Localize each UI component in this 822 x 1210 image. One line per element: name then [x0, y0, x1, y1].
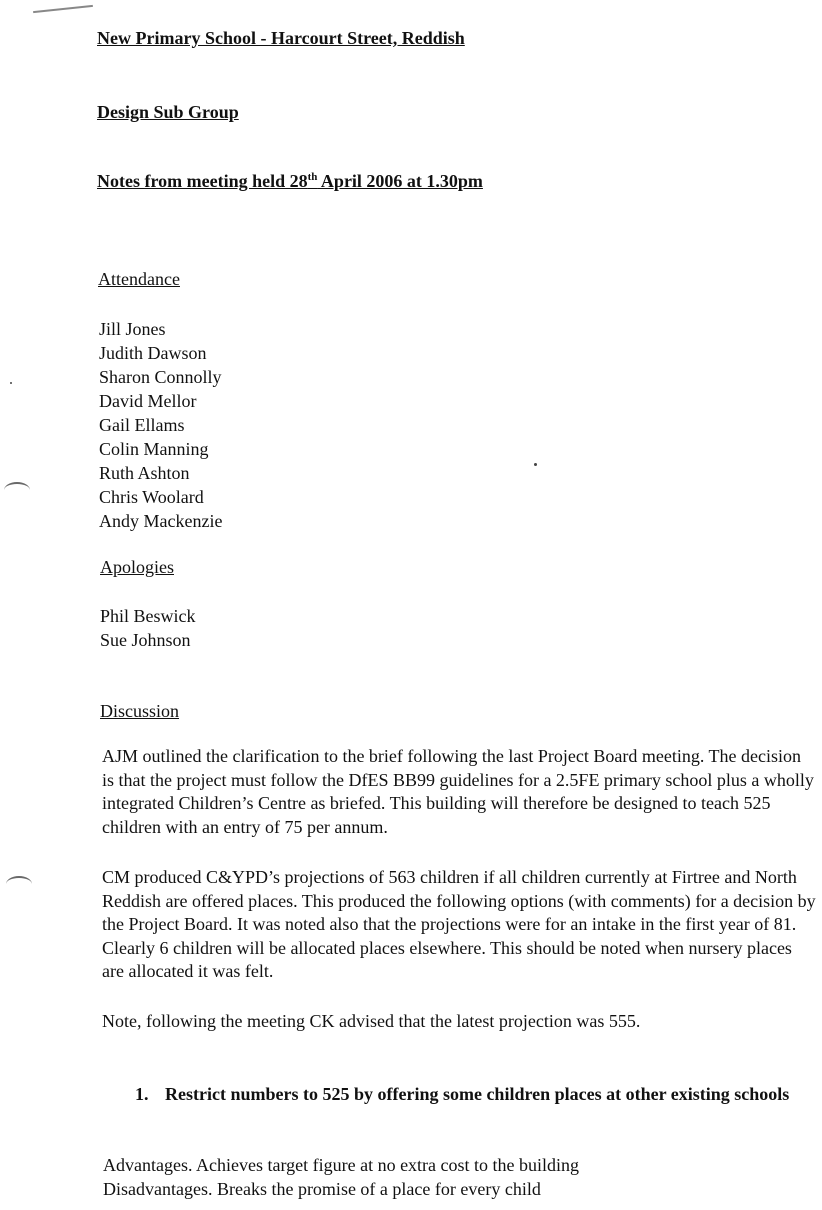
meeting-date-rest: April 2006 at 1.30pm: [317, 171, 483, 191]
option-title: Restrict numbers to 525 by offering some children places at other existing schools: [165, 1084, 790, 1104]
apologies-list: [100, 604, 196, 652]
option-heading: [135, 1082, 815, 1106]
discussion-label: Discussion: [100, 701, 180, 721]
meeting-heading: [97, 171, 483, 192]
attendee-name: David Mellor: [99, 391, 197, 411]
attendance-label: Attendance: [98, 269, 180, 289]
scan-speck: [534, 463, 537, 466]
apologies-label: Apologies: [100, 557, 174, 577]
meeting-date-suffix: th: [307, 171, 318, 183]
discussion-paragraph: AJM outlined the clarification to the brief following the last Project Board meeting. The decision is that the project must follow the DfES BB99 guidelines for a 2.5FE primary school plus a wholly integrated Children’s Centre as briefed. This building will therefore be designed to teach 525 children with an entry of 75 per annum.: [102, 746, 814, 837]
apology-name: Phil Beswick: [100, 606, 196, 626]
document-title: New Primary School - Harcourt Street, Reddish: [97, 28, 465, 48]
attendee-name: Ruth Ashton: [99, 463, 190, 483]
attendee-name: Judith Dawson: [99, 343, 207, 363]
group-heading: Design Sub Group: [97, 102, 239, 122]
option-disadvantages: Disadvantages. Breaks the promise of a place for every child: [103, 1179, 541, 1199]
discussion-paragraph: CM produced C&YPD’s projections of 563 children if all children currently at Firtree and North Reddish are offered places. This produced the following options (with comments) for a decision by the Project Board. It was noted also that the projections were for an intake in the first year of 81. Clearly 6 children will be allocated places elsewhere. This should be noted when nursery places are allocated it was felt.: [102, 867, 816, 981]
meeting-date-prefix: Notes from meeting held 28: [97, 171, 308, 191]
option-number: 1.: [135, 1084, 149, 1104]
attendee-name: Chris Woolard: [99, 487, 204, 507]
apology-name: Sue Johnson: [100, 630, 191, 650]
attendee-name: Sharon Connolly: [99, 367, 222, 387]
attendee-name: Gail Ellams: [99, 415, 185, 435]
discussion-note: Note, following the meeting CK advised that the latest projection was 555.: [102, 1011, 641, 1031]
scan-edge-mark: [6, 876, 32, 892]
scan-edge-mark: [4, 482, 30, 498]
attendee-name: Colin Manning: [99, 439, 209, 459]
scan-speck: [10, 382, 12, 384]
attendee-name: Jill Jones: [99, 319, 166, 339]
scan-mark: [33, 5, 93, 13]
attendance-list: [99, 317, 222, 533]
attendee-name: Andy Mackenzie: [99, 511, 223, 531]
option-advantages: Advantages. Achieves target figure at no extra cost to the building: [103, 1155, 580, 1175]
